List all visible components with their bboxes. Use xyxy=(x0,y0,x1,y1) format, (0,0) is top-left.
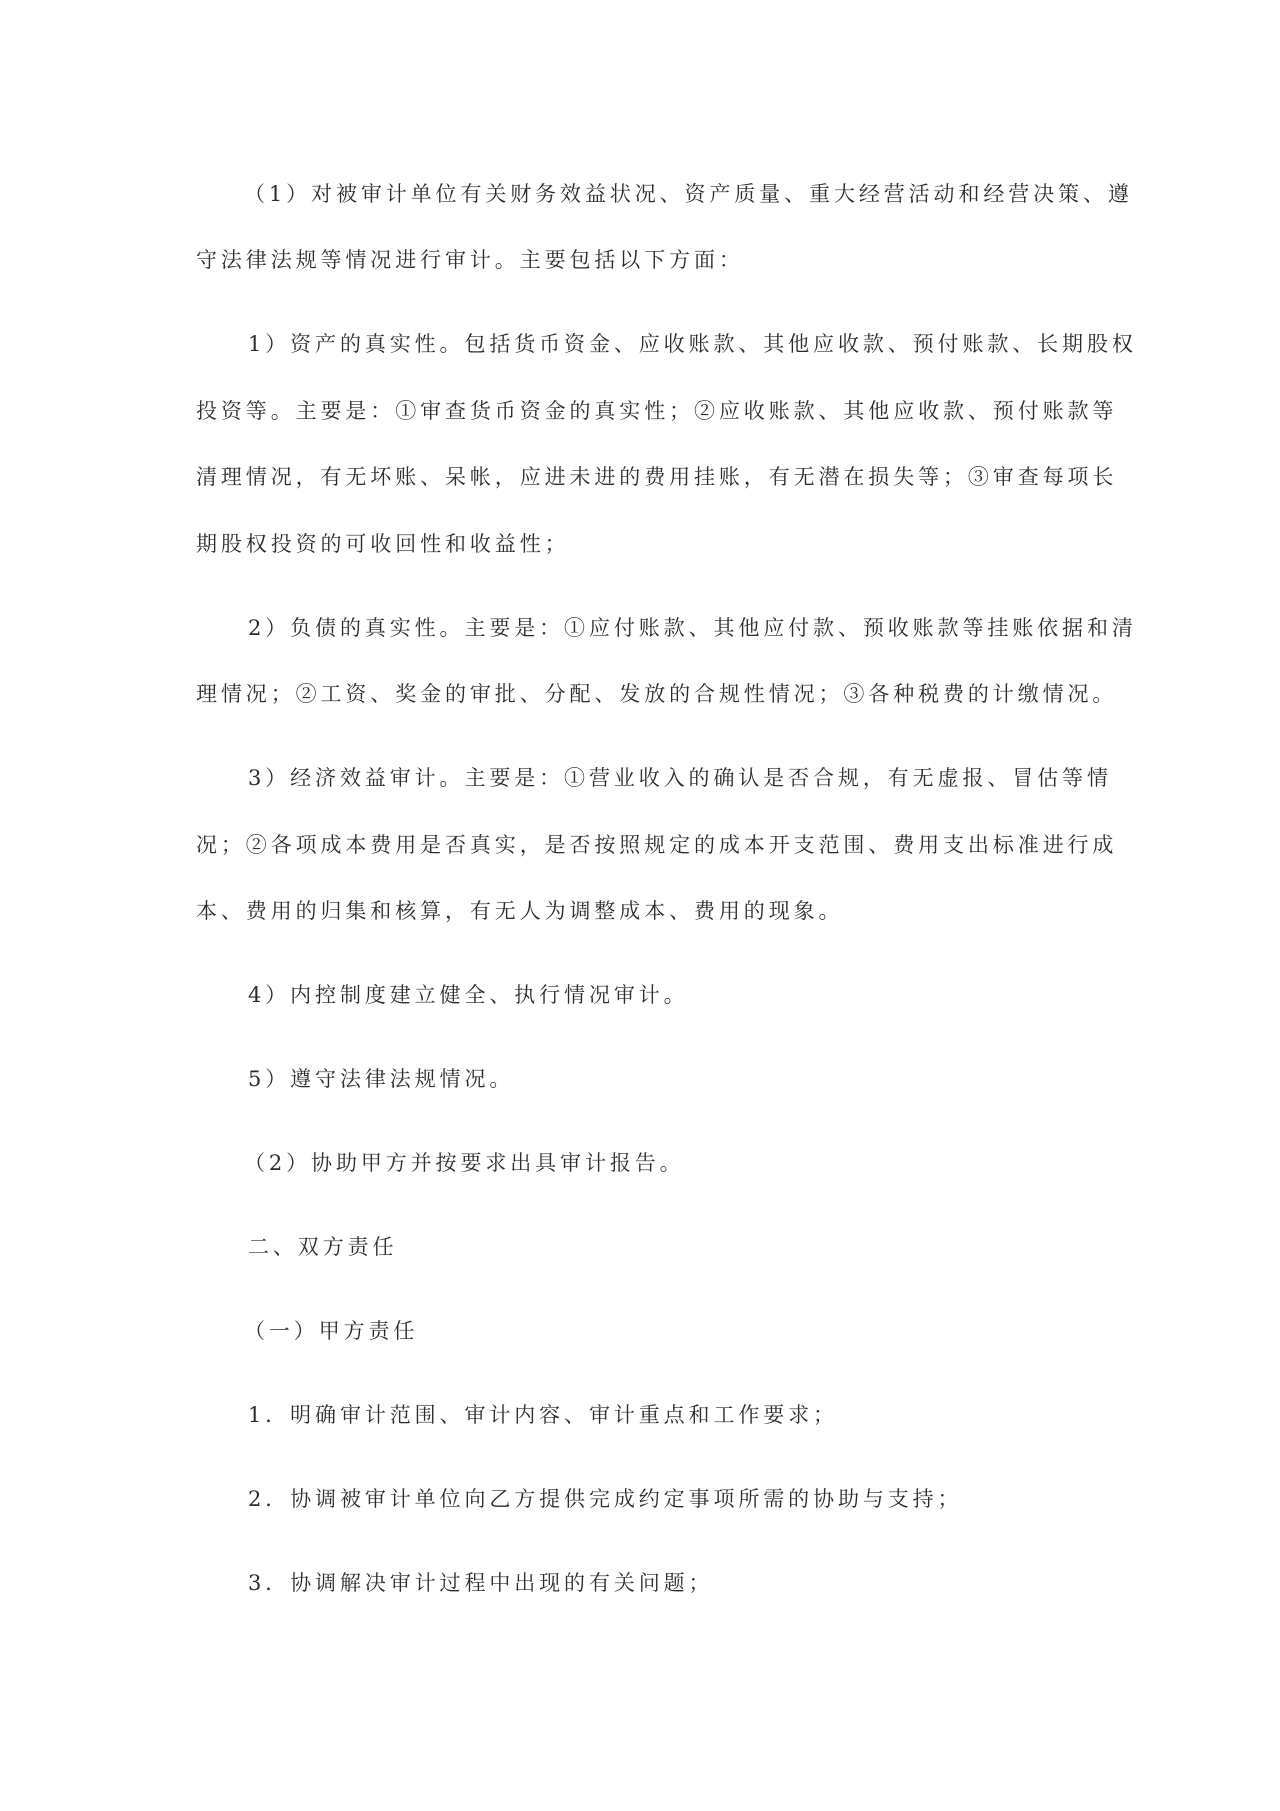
item-4-line: 4）内控制度建立健全、执行情况审计。 xyxy=(248,983,689,1007)
item-3-line-3: 本、费用的归集和核算，有无人为调整成本、费用的现象。 xyxy=(196,899,844,923)
item-2-line-2: 理情况；②工资、奖金的审批、分配、发放的合规性情况；③各种税费的计缴情况。 xyxy=(196,682,1118,706)
item-3-line-1: 3）经济效益审计。主要是：①营业收入的确认是否合规，有无虚报、冒估等情 xyxy=(248,766,1112,790)
item-5-line: 5）遵守法律法规情况。 xyxy=(248,1067,515,1091)
paragraph-1-line-1: （1）对被审计单位有关财务效益状况、资产质量、重大经营活动和经营决策、遵 xyxy=(244,182,1133,206)
item-1-line-3: 清理情况，有无坏账、呆帐，应进未进的费用挂账，有无潜在损失等；③审查每项长 xyxy=(196,465,1118,489)
item-1-line-2: 投资等。主要是：①审查货币资金的真实性；②应收账款、其他应收款、预付账款等 xyxy=(196,399,1118,423)
responsibility-item-3: 3．协调解决审计过程中出现的有关问题； xyxy=(248,1571,714,1595)
paragraph-1-line-2: 守法律法规等情况进行审计。主要包括以下方面： xyxy=(196,248,744,272)
item-1-line-1: 1）资产的真实性。包括货币资金、应收账款、其他应收款、预付账款、长期股权 xyxy=(248,332,1137,356)
subsection-heading: （一）甲方责任 xyxy=(244,1319,419,1343)
item-2-line-1: 2）负债的真实性。主要是：①应付账款、其他应付款、预收账款等挂账依据和清 xyxy=(248,616,1137,640)
section-heading: 二、双方责任 xyxy=(248,1235,398,1259)
item-1-line-4: 期股权投资的可收回性和收益性； xyxy=(196,532,570,556)
responsibility-item-2: 2．协调被审计单位向乙方提供完成约定事项所需的协助与支持； xyxy=(248,1487,963,1511)
item-3-line-2: 况；②各项成本费用是否真实，是否按照规定的成本开支范围、费用支出标准进行成 xyxy=(196,833,1118,857)
responsibility-item-1: 1．明确审计范围、审计内容、审计重点和工作要求； xyxy=(248,1403,838,1427)
paragraph-2-line: （2）协助甲方并按要求出具审计报告。 xyxy=(244,1151,685,1175)
